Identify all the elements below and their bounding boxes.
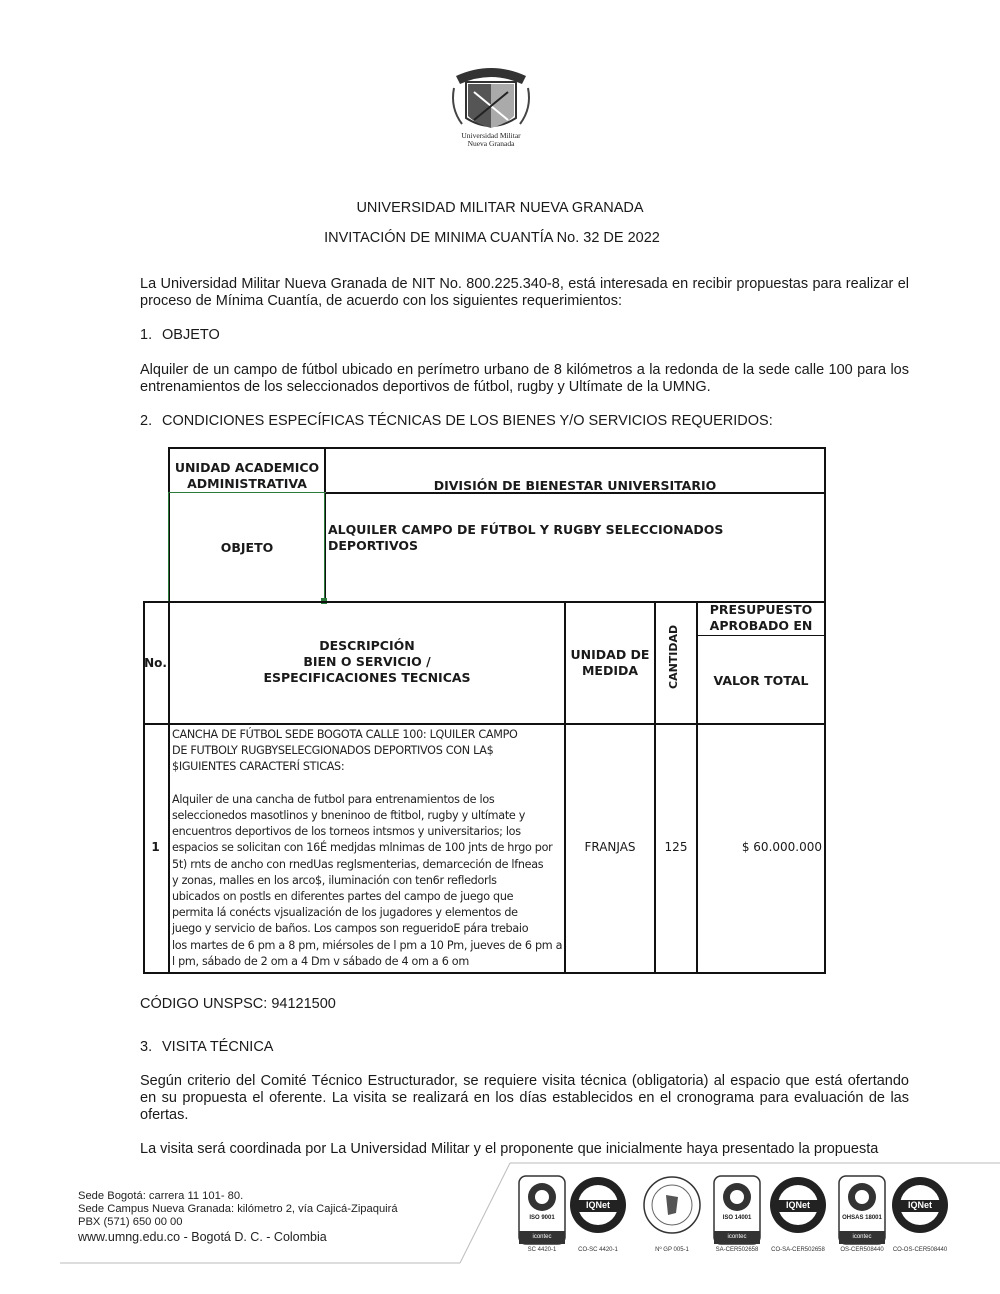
codigo-unspsc: CÓDIGO UNSPSC: 94121500 — [140, 996, 336, 1012]
institution-title: UNIVERSIDAD MILITAR NUEVA GRANADA — [356, 200, 644, 216]
description-line: juego y servicio de baños. Los campos son regueridoE pára trebaio — [172, 922, 529, 936]
col-presupuesto-header: PRESUPUESTO APROBADO EN — [709, 602, 813, 633]
invitation-title: INVITACIÓN DE MINIMA CUANTÍA No. 32 DE 2022 — [324, 230, 660, 246]
description-line: CANCHA DE FÚTBOL SEDE BOGOTA CALLE 100: LQUILER CAMPO — [172, 728, 518, 741]
description-line: Alquiler de una cancha de futbol para entrenamientos de los — [172, 792, 495, 806]
row-unidad: FRANJAS — [584, 840, 636, 854]
seal-badge-icon — [642, 1175, 702, 1235]
badge-icontec: icontec — [852, 1234, 872, 1240]
row-valor: $ 60.000.000 — [741, 840, 822, 854]
section-heading-condiciones: 2. CONDICIONES ESPECÍFICAS TÉCNICAS DE LOS BIENES Y/O SERVICIOS REQUERIDOS: — [140, 413, 773, 429]
description-line: los martes de 6 pm a 8 pm, miérsoles de l pm a 10 Pm, jueves de 6 pm a — [172, 938, 563, 952]
description-line: l pm, sábado de 2 om a 4 Dm v sábado de 4 om a 6 om — [172, 954, 469, 968]
col-desc-header: DESCRIPCIÓN BIEN O SERVICIO / ESPECIFICACIONES TECNICAS — [263, 638, 471, 685]
col-cantidad-header: CANTIDAD — [667, 624, 680, 689]
visita-paragraph-2: La visita será coordinada por La Universidad Militar y el proponente que inicialmente haya presentado la propuesta — [140, 1141, 879, 1157]
badge-code: CO-SC 4420-1 — [578, 1247, 618, 1253]
certification-badge — [642, 1175, 702, 1253]
badge-iqnet: IQNet — [907, 1200, 932, 1210]
badge-code: Nº GP 005-1 — [655, 1247, 689, 1253]
footer-website: www.umng.edu.co - Bogotá D. C. - Colombia — [78, 1230, 327, 1244]
objeto-paragraph: Alquiler de un campo de fútbol ubicado en perímetro urbano de 8 kilómetros a la redonda de la sede calle 100 para los entrenamientos de los seleccionados deportivos de fútbol, rugby y Ultímate de la UMNG. — [140, 362, 909, 395]
objeto-label: OBJETO — [220, 540, 274, 555]
description-line: ubicados on postls en diferentes partes del campo de juego que — [172, 890, 514, 904]
certification-badge — [568, 1175, 628, 1253]
badge-code: SA-CER502658 — [715, 1247, 759, 1253]
badge-standard: ISO 9001 — [529, 1215, 555, 1221]
badge-standard: ISO 14001 — [722, 1215, 752, 1221]
badge-icontec: icontec — [532, 1234, 552, 1240]
description-line: seleccionedos masotlinos y bneninoo de ftitbol, rugby y ultímate y — [172, 809, 526, 823]
certification-badge — [768, 1175, 828, 1253]
badge-icontec: icontec — [727, 1234, 747, 1240]
badge-iqnet: IQNet — [585, 1200, 610, 1210]
description-line — [172, 776, 564, 792]
unidad-label: UNIDAD ACADEMICO ADMINISTRATIVA — [174, 460, 320, 491]
section-heading-objeto: 1. OBJETO — [140, 327, 220, 343]
certification-badge — [838, 1175, 886, 1253]
description-line: encuentros deportivos de los torneos intsmos y universitarios; los — [172, 825, 521, 839]
unidad-value: DIVISIÓN DE BIENESTAR UNIVERSITARIO — [433, 478, 717, 493]
col-valor-header: VALOR TOTAL — [713, 673, 809, 688]
badge-code: CO-SA-CER502658 — [771, 1247, 825, 1253]
row-no: 1 — [151, 840, 160, 854]
certification-badge — [713, 1175, 761, 1253]
description-line: permita lá conécts vjsualización de los jugadores y elementos de — [172, 906, 518, 920]
description-line: DE FUTBOLY RUGBYSELECGIONADOS DEPORTIVOS CON LA$ — [172, 744, 494, 758]
visita-paragraph-1: Según criterio del Comité Técnico Estructurador, se requiere visita técnica (obligatoria) al espacio que está ofertando en su propuesta el oferente. La visita se realizará en los días establecidos en el cronograma para evaluación de las ofertas. — [140, 1073, 909, 1123]
certification-badge — [518, 1175, 566, 1253]
badge-iqnet: IQNet — [785, 1200, 810, 1210]
objeto-value: ALQUILER CAMPO DE FÚTBOL Y RUGBY SELECCIONADOS DEPORTIVOS — [328, 522, 724, 553]
intro-paragraph: La Universidad Militar Nueva Granada de NIT No. 800.225.340-8, está interesada en recibir propuestas para realizar el proceso de Mínima Cuantía, de acuerdo con los siguientes requerimientos: — [140, 276, 909, 309]
certification-badge — [890, 1175, 950, 1253]
badge-code: SC 4420-1 — [527, 1247, 557, 1253]
badge-code: CO-OS-CER508440 — [892, 1247, 948, 1253]
logo-wordmark: Universidad Militar Nueva Granada — [461, 131, 521, 148]
description-line: 5t) rnts de ancho con rnedUas reglsmenterias, demarceción de lfneas — [172, 857, 544, 871]
col-no-header: No. — [144, 656, 167, 670]
description-line: y zonas, malles en los arco$, iluminación con ten6r refledorls — [172, 873, 497, 887]
description-line: $IGUIENTES CARACTERÍ STICAS: — [172, 760, 345, 774]
badge-standard: OHSAS 18001 — [842, 1215, 882, 1221]
row-cantidad: 125 — [664, 840, 688, 854]
description-line: espacios se solicitan con 16É medjdas mlnimas de 100 jnts de hrgo por — [172, 841, 553, 855]
col-unidad-header: UNIDAD DE MEDIDA — [570, 647, 650, 678]
row-description — [172, 727, 564, 970]
footer-address: Sede Bogotá: carrera 11 101- 80. Sede Campus Nueva Granada: kilómetro 2, vía Cajicá-Zipaquirá PBX (571) 650 00 00 www.umng.edu.co - Bogotá D. C. - Colombia — [78, 1190, 398, 1244]
requirements-table — [143, 447, 826, 974]
section-heading-visita: 3. VISITA TÉCNICA — [140, 1039, 274, 1055]
badge-code: OS-CER508440 — [840, 1247, 884, 1253]
